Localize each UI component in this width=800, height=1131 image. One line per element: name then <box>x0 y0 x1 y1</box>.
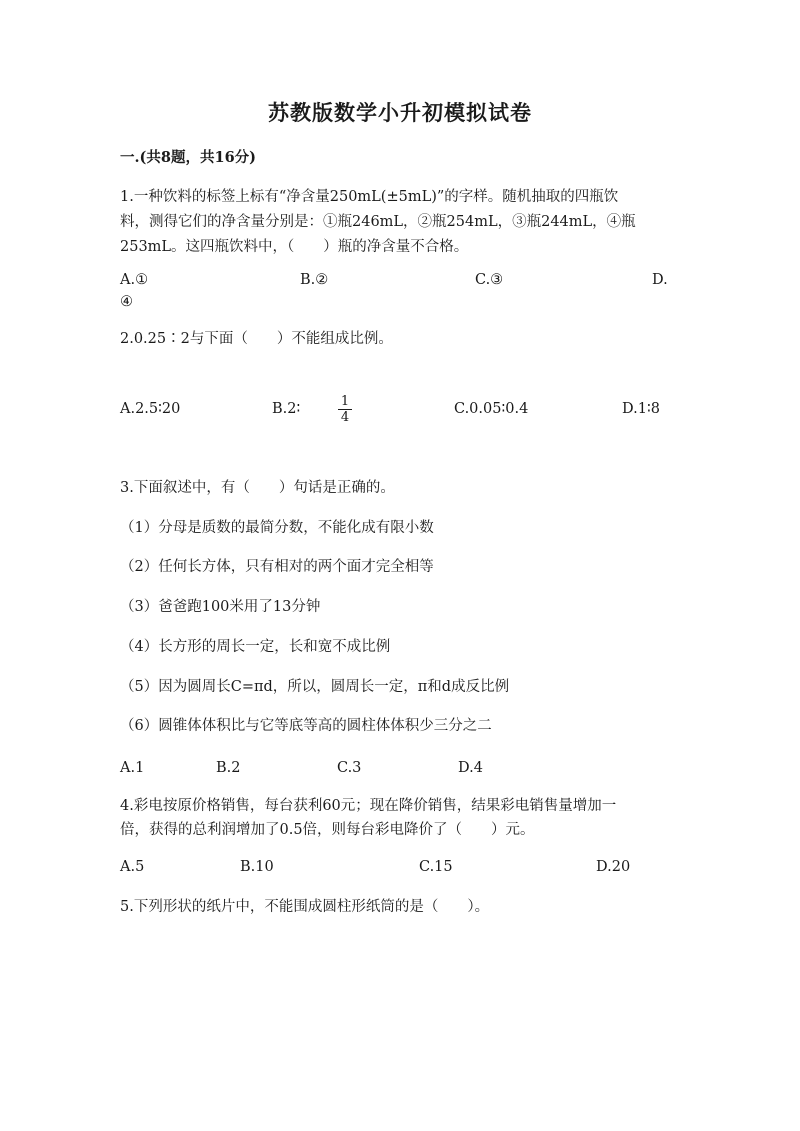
q2-option-b-fraction <box>338 394 352 425</box>
q4-option-a[interactable]: A.5 <box>120 859 145 875</box>
q4-stem-line-2: 倍，获得的总利润增加了0.5倍，则每台彩电降价了（ ）元。 <box>120 822 535 838</box>
q1-stem-line-3: 253mL。这四瓶饮料中，（ ）瓶的净含量不合格。 <box>120 239 469 255</box>
q3-item-1: （1）分母是质数的最简分数，不能化成有限小数 <box>120 520 434 536</box>
q1-option-b[interactable]: B.② <box>300 272 329 288</box>
q1-option-d[interactable]: D. <box>652 272 668 288</box>
q3-item-3: （3）爸爸跑100米用了13分钟 <box>120 599 321 615</box>
q1-option-d-wrap: ④ <box>120 294 133 310</box>
q1-stem-line-1: 1.一种饮料的标签上标有“净含量250mL(±5mL)”的字样。随机抽取的四瓶饮 <box>120 189 619 205</box>
q3-option-c[interactable]: C.3 <box>337 760 362 776</box>
q3-option-b[interactable]: B.2 <box>216 760 241 776</box>
q2-option-c[interactable]: C.0.05∶0.4 <box>454 401 529 417</box>
fraction-numerator: 1 <box>338 394 352 410</box>
q4-option-d[interactable]: D.20 <box>596 859 631 875</box>
q4-option-c[interactable]: C.15 <box>419 859 453 875</box>
q1-option-a[interactable]: A.① <box>120 272 149 288</box>
q4-option-b[interactable]: B.10 <box>240 859 274 875</box>
q1-stem-line-2: 料，测得它们的净含量分别是：①瓶246mL，②瓶254mL，③瓶244mL，④瓶 <box>120 214 636 230</box>
fraction-denominator: 4 <box>340 410 350 425</box>
q3-item-2: （2）任何长方体，只有相对的两个面才完全相等 <box>120 559 434 575</box>
q2-stem: 2.0.25∶2与下面（ ）不能组成比例。 <box>120 331 393 347</box>
q3-stem: 3.下面叙述中，有（ ）句话是正确的。 <box>120 480 395 496</box>
q3-option-d[interactable]: D.4 <box>458 760 483 776</box>
q2-option-a[interactable]: A.2.5∶20 <box>120 401 181 417</box>
q1-option-c[interactable]: C.③ <box>475 272 504 288</box>
page-title: 苏教版数学小升初模拟试卷 <box>268 100 532 125</box>
q3-item-5: （5）因为圆周长C=πd，所以，圆周长一定，π和d成反比例 <box>120 679 510 695</box>
q2-option-d[interactable]: D.1∶8 <box>622 401 660 417</box>
q3-item-4: （4）长方形的周长一定，长和宽不成比例 <box>120 639 391 655</box>
q3-item-6: （6）圆锥体体积比与它等底等高的圆柱体体积少三分之二 <box>120 718 492 734</box>
q2-option-b[interactable]: B.2∶ <box>272 401 301 417</box>
q4-stem-line-1: 4.彩电按原价格销售，每台获利60元；现在降价销售，结果彩电销售量增加一 <box>120 798 617 814</box>
q5-stem: 5.下列形状的纸片中，不能围成圆柱形纸筒的是（ ）。 <box>120 899 490 915</box>
q3-option-a[interactable]: A.1 <box>120 760 145 776</box>
section-heading: 一.(共8题，共16分) <box>120 149 257 166</box>
